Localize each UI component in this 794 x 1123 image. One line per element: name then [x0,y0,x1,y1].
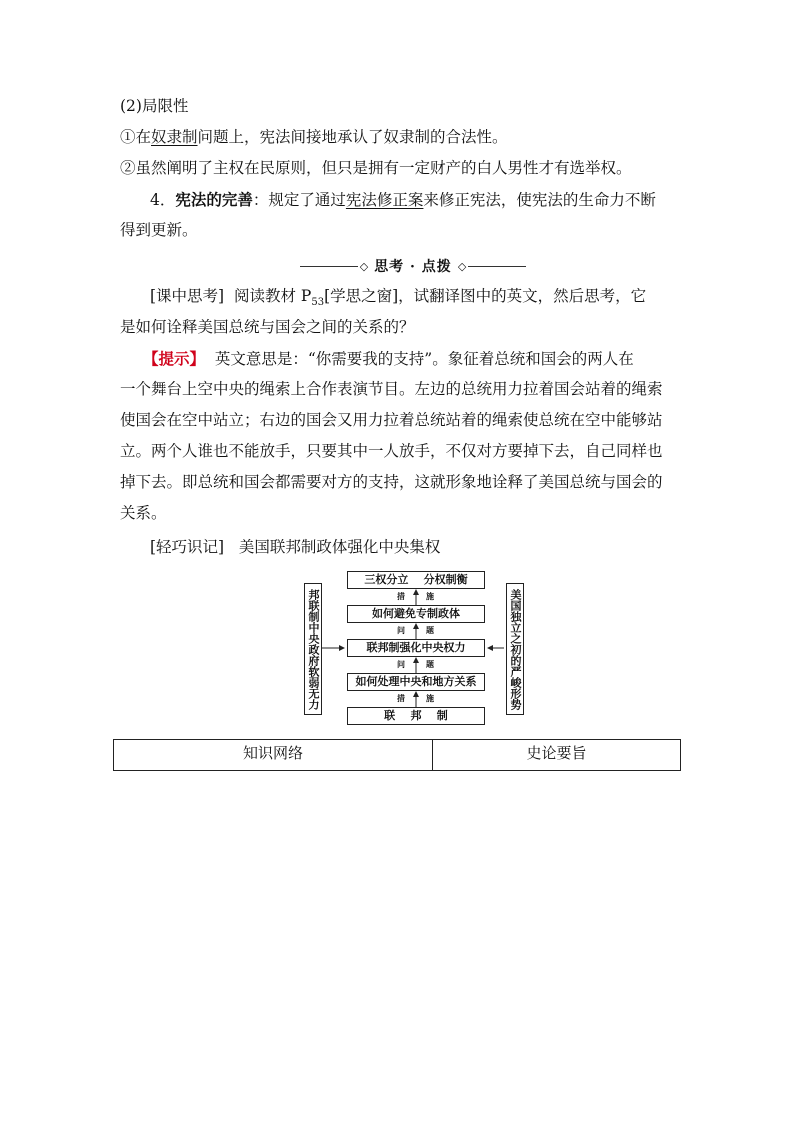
diamond-icon: ◇ [457,259,467,273]
arrow-label: 措 [397,591,405,601]
arrow-label: 施 [426,693,434,703]
hint-line-5: 掉下去。即总统和国会都需要对方的支持，这就形象地诠释了美国总统与国会的 [120,473,663,491]
diamond-icon: ◇ [359,259,369,273]
arrow-label: 施 [426,591,434,601]
hint-line-3: 使国会在空中站立；右边的国会又用力拉着总统站着的绳索使总统在空中能够站 [120,411,663,429]
limitation-item-1: ①在奴隶制问题上，宪法间接地承认了奴隶制的合法性。 [120,128,508,146]
think-line-2: 是如何诠释美国总统与国会之间的关系的？ [120,318,415,336]
diagram-left-box: 邦联制中央政府软弱无力 [304,583,322,715]
think-line-1: [课中思考] 阅读教材 $P_{53}$[学思之窗]，试翻译图中的英文，然后思考，它 [150,287,647,309]
underlined-term-slavery: 奴隶制 [151,128,198,146]
diagram-box-avoid-tyranny: 如何避免专制政体 [347,605,485,623]
underlined-term-amendment: 宪法修正案 [345,191,424,209]
hint-line-4: 立。两个人谁也不能放手，只要其中一人放手，不仅对方要掉下去，自己同样也 [120,442,663,460]
knowledge-table [113,739,681,771]
diagram-box-strengthen-central: 联邦制强化中央权力 [347,639,485,657]
memory-title: 美国联邦制政体强化中央集权 [238,538,441,556]
diagram-box-separation-of-powers: 三权分立 分权制衡 [347,571,485,589]
arrow-label: 问 [397,659,405,669]
arrow-label: 措 [397,693,405,703]
hint-tag: 【提示】 [143,349,206,368]
think-tag: [课中思考] [150,287,225,305]
table-row [114,740,681,771]
diagram-right-box: 美国独立之初的严峻形势 [506,583,524,715]
hint-line-2: 一个舞台上空中央的绳索上合作表演节目。左边的总统用力拉着国会站着的绳索 [120,380,663,398]
limitation-item-2: ②虽然阐明了主权在民原则，但只是拥有一定财产的白人男性才有选举权。 [120,159,632,177]
arrow-label: 题 [426,625,434,635]
improvement-line-2: 得到更新。 [120,221,198,239]
hint-line-6: 关系。 [120,504,167,522]
diagram-box-central-local: 如何处理中央和地方关系 [347,673,485,691]
limitations-heading: (2)局限性 [120,97,189,115]
table-header-knowledge-network: 知识网络 [114,740,433,771]
diagram-box-federalism: 联 邦 制 [347,707,485,725]
table-header-historical-points: 史论要旨 [433,740,681,771]
arrow-label: 题 [426,659,434,669]
improvement-line-1: 4．宪法的完善：规定了通过宪法修正案来修正宪法，使宪法的生命力不断 [150,190,656,209]
divider-title: 思考 · 点拨 [374,259,452,275]
arrow-label: 问 [397,625,405,635]
page-subscript: 53 [311,297,325,309]
memory-tag: [轻巧识记] [150,538,225,556]
improvement-label: 宪法的完善 [175,190,253,209]
hint-line-1: 【提示】 英文意思是：“你需要我的支持”。象征着总统和国会的两人在 [143,349,634,368]
